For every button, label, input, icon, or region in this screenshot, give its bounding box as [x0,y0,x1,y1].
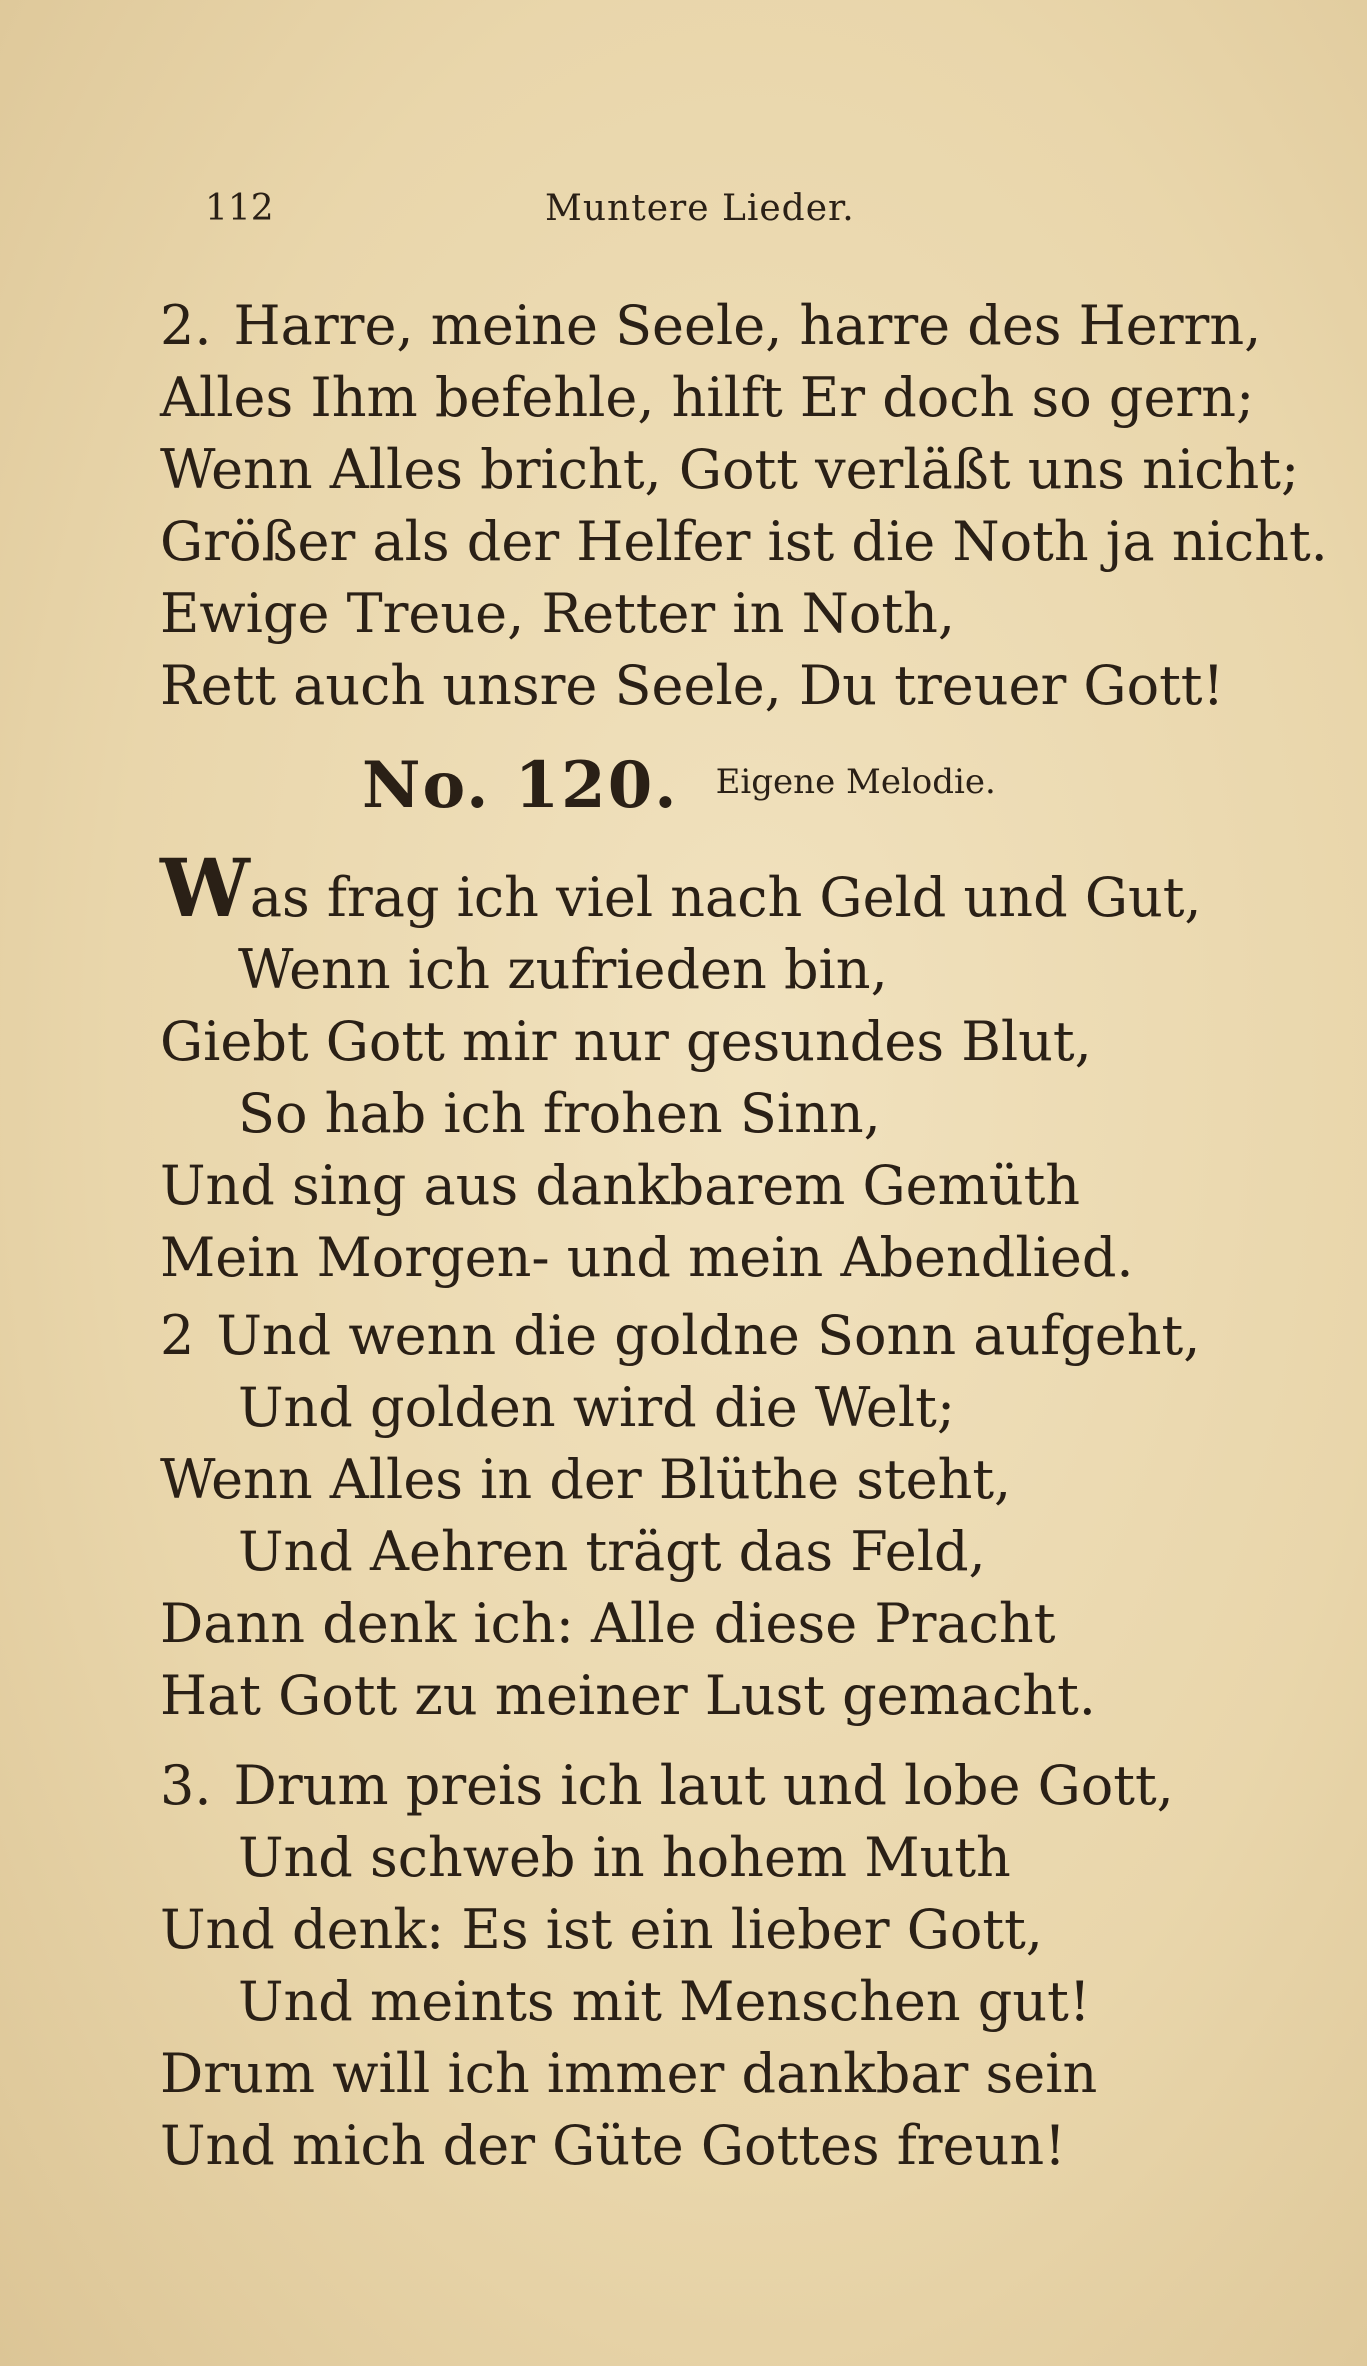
stanza-number: 2 [160,1304,195,1367]
verse-line: Hat Gott zu meiner Lust gemacht. [160,1664,1096,1727]
page-header [205,188,1105,238]
stanza-number: 3. [160,1754,212,1817]
verse-line: Wenn Alles in der Blüthe steht, [160,1448,1012,1511]
stanza-1 [160,841,1280,1294]
verse-line: Und mich der Güte Gottes freun! [160,2114,1066,2177]
initial-letter: W [160,841,250,935]
verse-line: Und sing aus dankbarem Gemüth [160,1154,1081,1217]
verse-line: Wenn ich zufrieden bin, [238,938,888,1001]
verse-line: Alles Ihm befehle, hilft Er doch so gern; [160,366,1255,429]
verse-line: Was frag ich viel nach Geld und Gut, [160,841,1202,935]
verse-line: Größer als der Helfer ist die Noth ja nicht. [160,510,1328,573]
stanza-2 [160,1300,1280,1732]
verse-line: 2. Harre, meine Seele, harre des Herrn, [160,294,1262,357]
verse-line: Mein Morgen- und mein Abendlied. [160,1226,1134,1289]
verse-line: Giebt Gott mir nur gesundes Blut, [160,1010,1092,1073]
verse-line: Und schweb in hohem Muth [238,1826,1011,1889]
page-number: 112 [205,188,274,229]
verse-line: Und meints mit Menschen gut! [238,1970,1091,2033]
verse-line: Und Aehren trägt das Feld, [238,1520,986,1583]
verse-line: So hab ich frohen Sinn, [238,1082,881,1145]
stanza-number: 2. [160,294,212,357]
running-title: Muntere Lieder. [545,188,855,229]
hymn-number: No. 120. [362,748,679,823]
verse-line: Drum will ich immer dankbar sein [160,2042,1098,2105]
verse-line: 2 Und wenn die goldne Sonn aufgeht, [160,1304,1201,1367]
previous-hymn-stanza-2 [160,290,1328,722]
verse-line: 3. Drum preis ich laut und lobe Gott, [160,1754,1174,1817]
melody-note: Eigene Melodie. [715,762,996,802]
verse-line: Rett auch unsre Seele, Du treuer Gott! [160,654,1225,717]
verse-line: Und denk: Es ist ein lieber Gott, [160,1898,1043,1961]
hymn-heading [362,748,996,823]
verse-line: Ewige Treue, Retter in Noth, [160,582,956,645]
verse-line: Wenn Alles bricht, Gott verläßt uns nicht; [160,438,1300,501]
verse-line: Dann denk ich: Alle diese Pracht [160,1592,1056,1655]
verse-line: Und golden wird die Welt; [238,1376,956,1439]
stanza-3 [160,1750,1280,2182]
